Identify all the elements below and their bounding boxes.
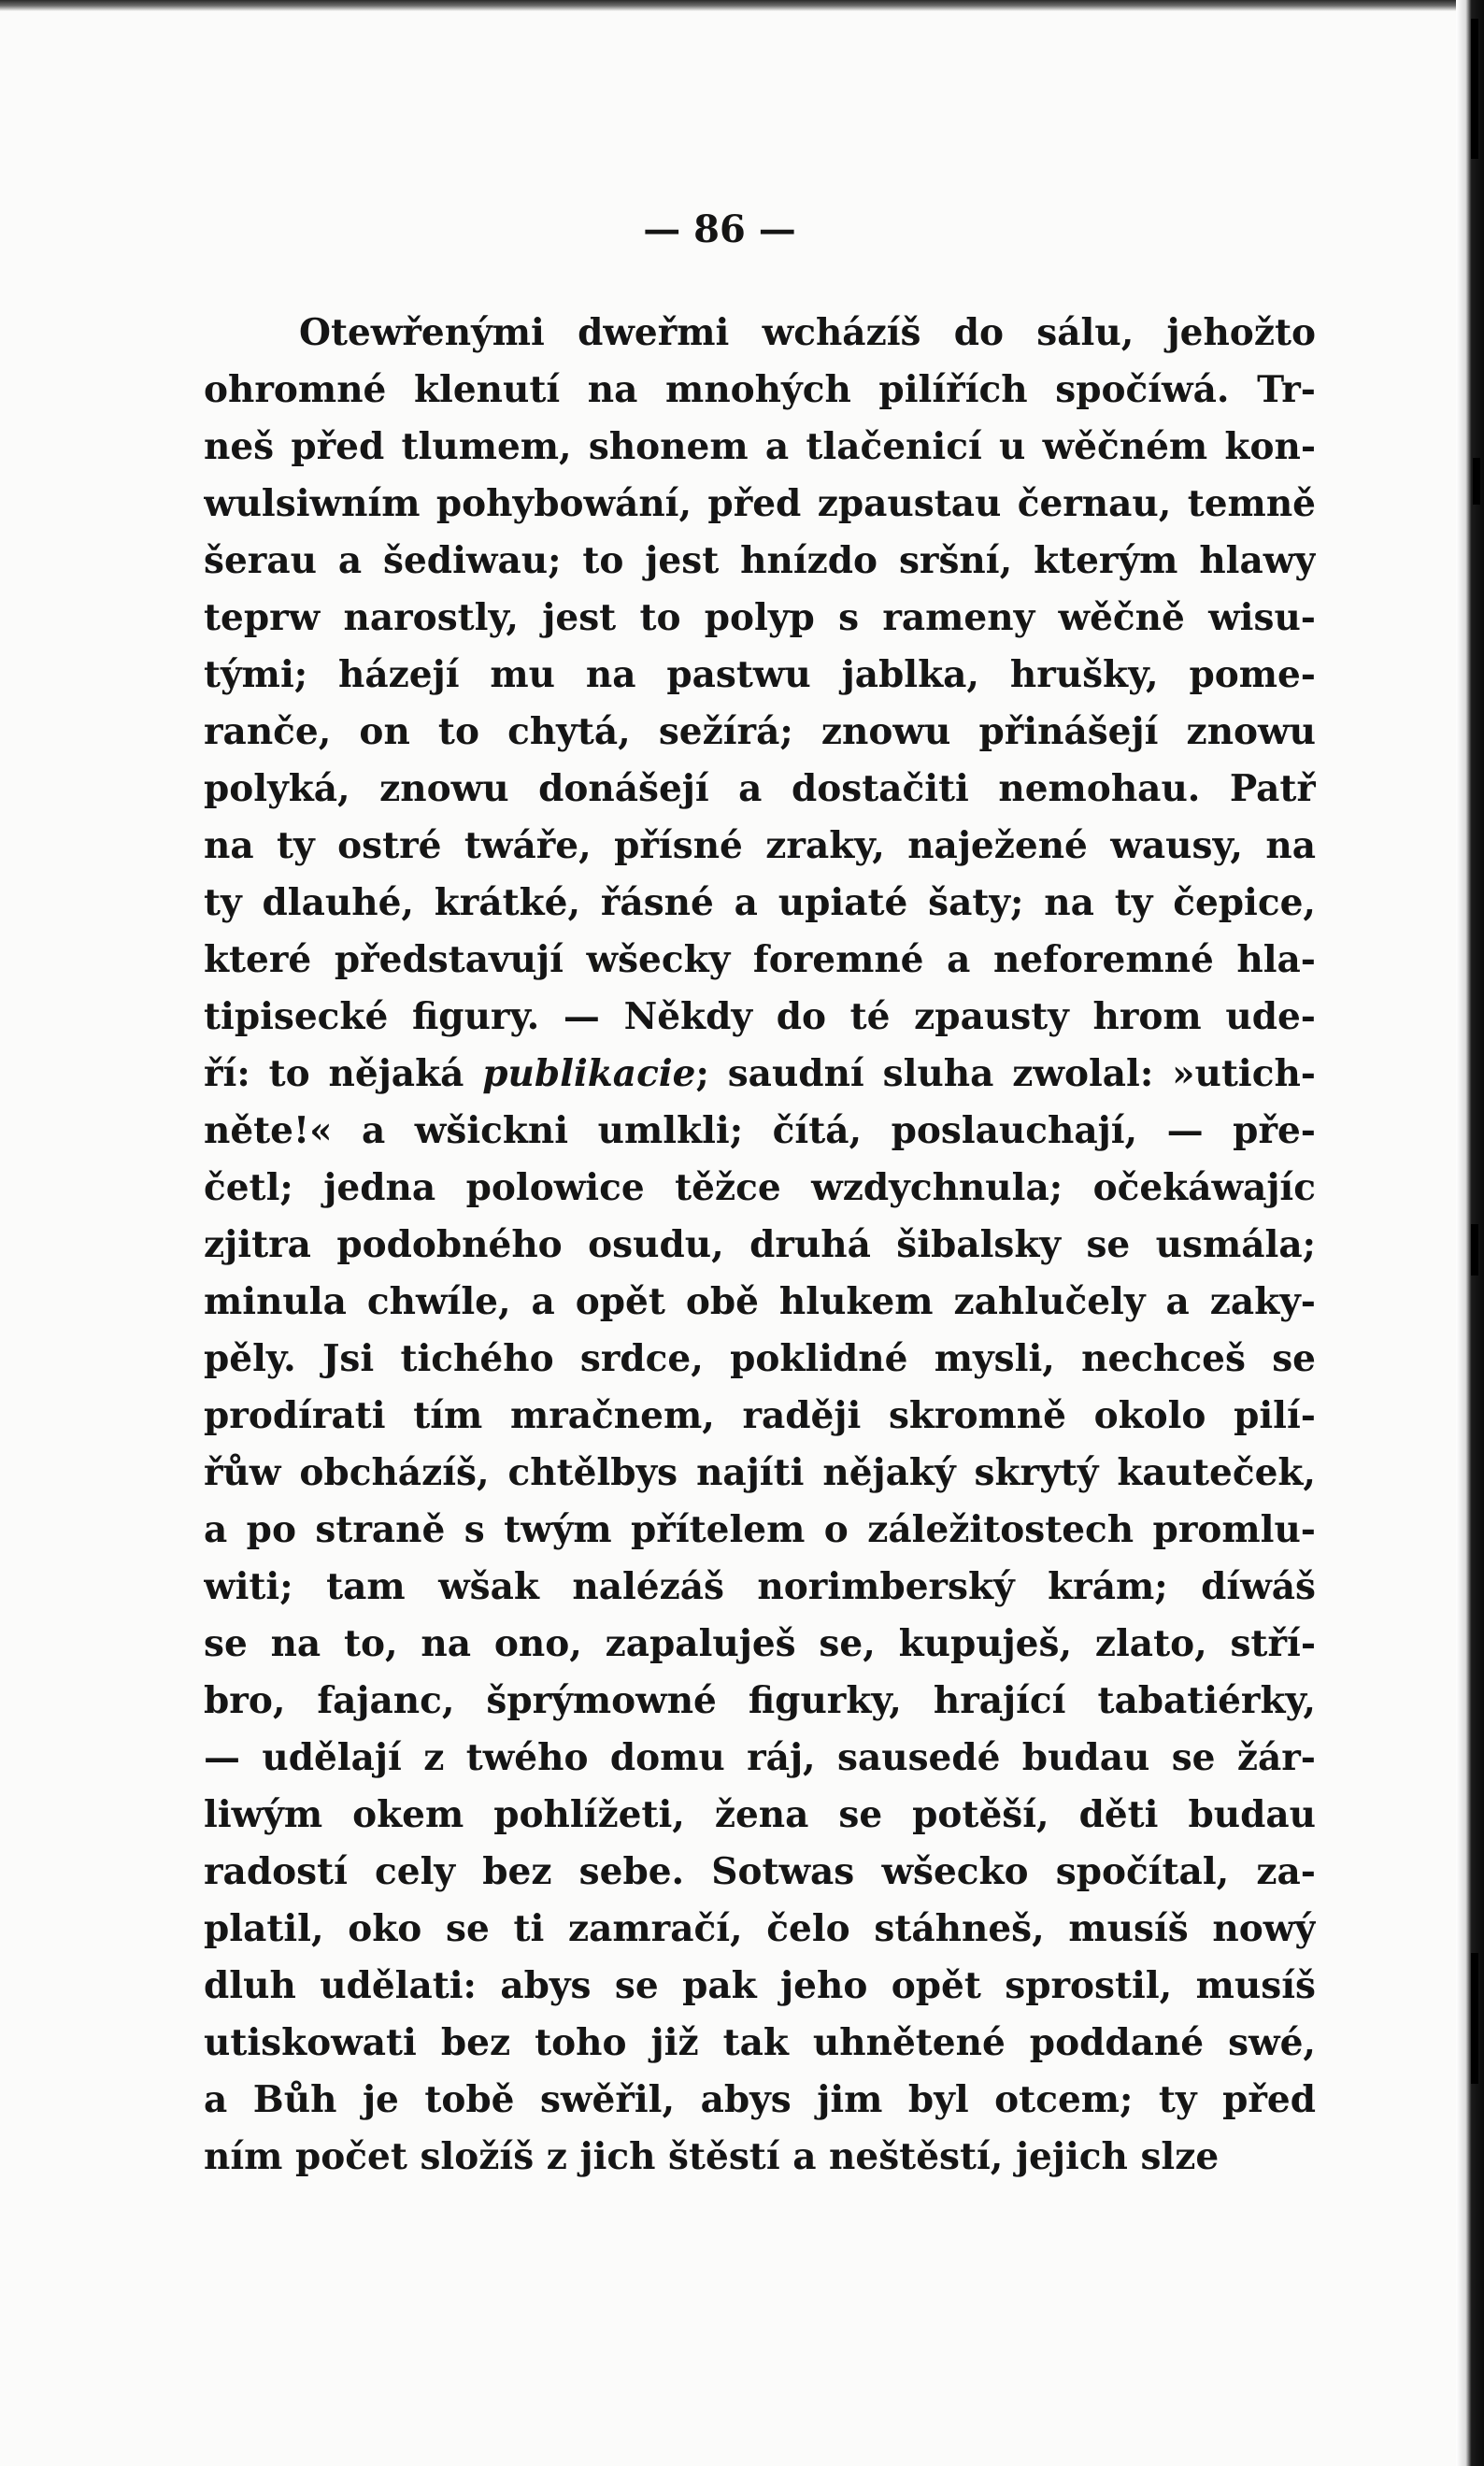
text-line: ranče, on to chytá, sežírá; znowu přinášejí znowu: [204, 710, 1316, 753]
text-line: a Bůh je tobě swěřil, abys jim byl otcem; ty před: [204, 2078, 1316, 2121]
text-line: utiskowati bez toho již tak uhnětené poddané swé,: [204, 2021, 1316, 2064]
text-line: — udělají z twého domu ráj, sausedé budau se žár-: [204, 1736, 1316, 1779]
text-line: wulsiwním pohybowání, před zpaustau černau, temně: [204, 482, 1316, 525]
text-segment: ; saudní sluha zwolal: »utich-: [695, 1052, 1316, 1095]
emphasized-word: publikacie: [482, 1052, 696, 1095]
text-line: dluh udělati: abys se pak jeho opět sprostil, musíš: [204, 1964, 1316, 2007]
text-line: četl; jedna polowice těžce wzdychnula; očekáwajíc: [204, 1166, 1316, 1209]
text-line: se na to, na ono, zapaluješ se, kupuješ, zlato, stří-: [204, 1622, 1316, 1665]
text-line: ohromné klenutí na mnohých pilířích spočíwá. Tr-: [204, 368, 1316, 411]
text-line: pěly. Jsi tichého srdce, poklidné mysli, nechceš se: [204, 1337, 1316, 1380]
text-line: bro, fajanc, šprýmowné figurky, hrající tabatiérky,: [204, 1679, 1316, 1722]
text-line: na ty ostré twáře, přísné zraky, naježené wausy, na: [204, 824, 1316, 867]
text-line: a po straně s twým přítelem o záležitostech promlu-: [204, 1508, 1316, 1551]
text-line: minula chwíle, a opět obě hlukem zahlučely a zaky-: [204, 1280, 1316, 1323]
page-top-edge: [0, 0, 1458, 11]
text-line: radostí cely bez sebe. Sotwas wšecko spočítal, za-: [204, 1850, 1316, 1893]
text-line: šerau a šediwau; to jest hnízdo sršní, kterým hlawy: [204, 539, 1316, 582]
text-line: neš před tlumem, shonem a tlačenicí u wěčném kon-: [204, 425, 1316, 468]
page-number: — 86 —: [643, 207, 796, 251]
text-line: tipisecké figury. — Někdy do té zpausty hrom ude-: [204, 995, 1316, 1038]
text-line: polyká, znowu donášejí a dostačiti nemohau. Patř: [204, 767, 1316, 810]
text-line: platil, oko se ti zamračí, čelo stáhneš, musíš nowý: [204, 1907, 1316, 1950]
spine-mark: [1471, 19, 1478, 159]
text-line: něte!« a wšickni umlkli; čítá, poslauchají, — pře-: [204, 1109, 1316, 1152]
text-line: ty dlauhé, krátké, řásné a upiaté šaty; na ty čepice,: [204, 881, 1316, 924]
text-line: zjitra podobného osudu, druhá šibalsky se usmála;: [204, 1223, 1316, 1266]
text-segment: ří: to nějaká: [204, 1052, 464, 1095]
spine-mark: [1473, 458, 1480, 505]
text-line: Otewřenými dweřmi wcházíš do sálu, jehožto: [299, 311, 1316, 354]
spine-mark: [1471, 1224, 1478, 1276]
text-line: které představují wšecky foremné a neforemné hla-: [204, 938, 1316, 981]
text-line: řůw obcházíš, chtělbys najíti nějaký skrytý kauteček,: [204, 1451, 1316, 1494]
text-line: tými; házejí mu na pastwu jablka, hrušky, pome-: [204, 653, 1316, 696]
text-line: witi; tam wšak nalézáš norimberský krám; díwáš: [204, 1565, 1316, 1608]
book-spine-shadow: [1456, 0, 1484, 2466]
text-line: ním počet složíš z jich štěstí a neštěstí, jejich slze: [204, 2135, 1220, 2178]
text-line: prodírati tím mračnem, raději skromně okolo pilí-: [204, 1394, 1316, 1437]
text-line: teprw narostly, jest to polyp s rameny wěčně wisu-: [204, 596, 1316, 639]
spine-mark: [1471, 1953, 1478, 2084]
text-line-with-emphasis: [204, 1046, 1316, 1103]
text-line: liwým okem pohlížeti, žena se potěší, děti budau: [204, 1793, 1316, 1836]
body-text: [204, 305, 1316, 2186]
